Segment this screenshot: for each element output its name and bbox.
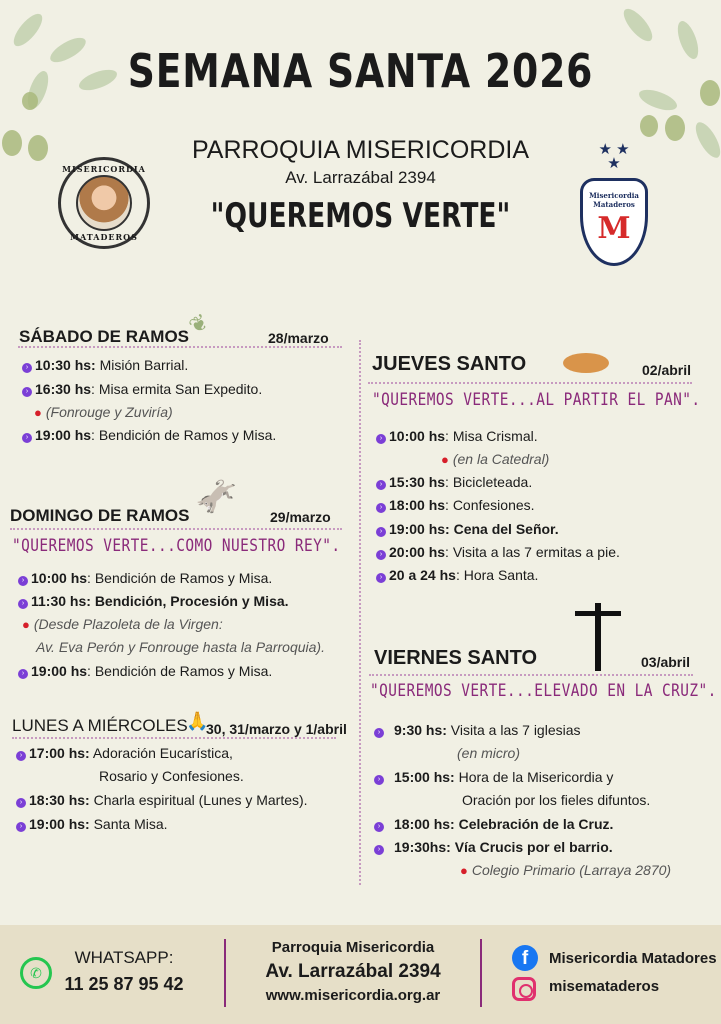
location-note-continued: Av. Eva Perón y Fonrouge hasta la Parroquia). (36, 639, 325, 655)
schedule-item: › 18:00 hs: Confesiones. (376, 497, 535, 513)
bullet-icon: › (18, 599, 28, 609)
bullet-icon: › (374, 822, 384, 832)
bullet-icon: › (16, 751, 26, 761)
schedule-item: › 18:00 hs: Celebración de la Cruz. (374, 816, 613, 832)
footer-address: Av. Larrazábal 2394 (265, 961, 441, 982)
bullet-icon: › (376, 573, 386, 583)
bullet-icon: › (18, 669, 28, 679)
schedule-item: › 10:00 hs: Misa Crismal. (376, 428, 538, 444)
location-note: ● (Desde Plazoleta de la Virgen: (22, 616, 223, 632)
schedule-item: › 19:00 hs: Bendición de Ramos y Misa. (18, 663, 272, 679)
whatsapp-number[interactable]: 11 25 87 95 42 (64, 974, 184, 994)
parish-name: PARROQUIA MISERICORDIA (191, 136, 530, 164)
section-title-viernes: VIERNES SANTO (374, 647, 537, 669)
olive-sprig-icon: ❦ (184, 308, 213, 340)
schedule-item: › 15:30 hs: Bicicleteada. (376, 474, 532, 490)
item-continuation: Oración por los fieles difuntos. (462, 792, 651, 808)
location-pin-icon: ● (460, 863, 468, 878)
seal-top-text: MISERICORDIA (62, 164, 146, 174)
schedule-item: › 10:30 hs: Misión Barrial. (22, 357, 188, 373)
jesus-donkey-icon: 🫏 (195, 478, 238, 516)
schedule-item: › 15:00 hs: Hora de la Misericordia y (374, 769, 613, 785)
bread-icon (563, 353, 609, 373)
schedule-item: › 19:00 hs: Bendición de Ramos y Misa. (22, 427, 276, 443)
motto: "QUEREMOS VERTE" (210, 196, 511, 236)
schedule-item: › 9:30 hs: Visita a las 7 iglesias (374, 722, 581, 738)
shield-name-2: Mataderos (593, 200, 635, 209)
schedule-item: › 17:00 hs: Adoración Eucarística, (16, 745, 233, 761)
section-date-sabado: 28/marzo (268, 330, 329, 346)
schedule-item: › 16:30 hs: Misa ermita San Expedito. (22, 381, 262, 397)
footer-divider (480, 939, 482, 1007)
facebook-icon: f (512, 945, 538, 971)
bullet-icon: › (376, 434, 386, 444)
whatsapp-icon: ✆ (20, 957, 52, 989)
bullet-icon: › (18, 576, 28, 586)
section-date-jueves: 02/abril (642, 362, 692, 378)
bullet-icon: › (376, 527, 386, 537)
misericordia-seal-logo (58, 157, 150, 249)
footer-parish: Parroquia Misericordia (271, 939, 435, 956)
bullet-icon: › (16, 822, 26, 832)
bullet-icon: › (374, 845, 384, 855)
page-title: SEMANA SANTA 2026 (127, 44, 594, 98)
footer-divider (224, 939, 226, 1007)
shield-letter: M (597, 211, 631, 246)
location-note: ● Colegio Primario (Larraya 2870) (460, 862, 672, 878)
location-pin-icon: ● (22, 617, 30, 632)
club-shield-logo (580, 178, 648, 266)
parish-address: Av. Larrazábal 2394 (285, 168, 436, 187)
location-note: ● (en la Catedral) (441, 451, 550, 467)
schedule-item: › 20:00 hs: Visita a las 7 ermitas a pie. (376, 544, 620, 560)
instagram-icon (512, 977, 536, 1001)
facebook-link[interactable]: Misericordia Matadores (549, 950, 717, 967)
schedule-item: › 11:30 hs: Bendición, Procesión y Misa. (18, 593, 289, 609)
seal-bottom-text: MATADEROS (70, 232, 138, 242)
location-note: ● (Fonrouge y Zuviría) (34, 404, 173, 420)
bullet-icon: › (22, 433, 32, 443)
section-divider (369, 674, 693, 676)
schedule-item: › 19:00 hs: Cena del Señor. (376, 521, 559, 537)
bullet-icon: › (22, 387, 32, 397)
section-date-viernes: 03/abril (641, 654, 691, 670)
schedule-item: › 10:00 hs: Bendición de Ramos y Misa. (18, 570, 272, 586)
section-quote-viernes: "QUEREMOS VERTE...ELEVADO EN LA CRUZ". (370, 681, 717, 701)
schedule-item: › 20 a 24 hs: Hora Santa. (376, 567, 538, 583)
section-divider (12, 737, 336, 739)
item-note: (en micro) (457, 745, 521, 761)
bullet-icon: › (16, 798, 26, 808)
crucifix-icon (575, 603, 621, 671)
stars-icon: ★ ★ ★ (598, 141, 630, 172)
section-title-sabado: SÁBADO DE RAMOS (19, 327, 190, 346)
bullet-icon: › (22, 363, 32, 373)
section-quote-jueves: "QUEREMOS VERTE...AL PARTIR EL PAN". (372, 390, 701, 410)
section-date-lunes: 30, 31/marzo y 1/abril (206, 721, 347, 737)
item-continuation: Rosario y Confesiones. (99, 768, 244, 784)
bullet-icon: › (374, 775, 384, 785)
section-title-lunes: LUNES A MIÉRCOLES (12, 716, 188, 735)
schedule-item: › 19:00 hs: Santa Misa. (16, 816, 168, 832)
praying-hands-icon: 🙏 (186, 711, 209, 731)
section-title-domingo: DOMINGO DE RAMOS (10, 506, 190, 525)
bullet-icon: › (376, 503, 386, 513)
section-divider (10, 528, 342, 530)
instagram-link[interactable]: misemataderos (549, 978, 660, 995)
bullet-icon: › (376, 480, 386, 490)
bullet-icon: › (376, 550, 386, 560)
column-divider (359, 340, 361, 885)
section-title-jueves: JUEVES SANTO (372, 353, 527, 375)
schedule-item: › 18:30 hs: Charla espiritual (Lunes y Martes). (16, 792, 308, 808)
location-pin-icon: ● (441, 452, 449, 467)
website-link[interactable]: www.misericordia.org.ar (265, 987, 441, 1004)
section-divider (18, 346, 342, 348)
section-divider (368, 382, 692, 384)
virgin-image (76, 175, 132, 231)
whatsapp-label: WHATSAPP: (74, 948, 174, 967)
footer (0, 925, 721, 1024)
location-pin-icon: ● (34, 405, 42, 420)
section-quote-domingo: "QUEREMOS VERTE...COMO NUESTRO REY". (12, 536, 341, 556)
shield-name-1: Misericordia (589, 191, 639, 200)
bullet-icon: › (374, 728, 384, 738)
section-date-domingo: 29/marzo (270, 509, 331, 525)
schedule-item: › 19:30hs: Vía Crucis por el barrio. (374, 839, 613, 855)
